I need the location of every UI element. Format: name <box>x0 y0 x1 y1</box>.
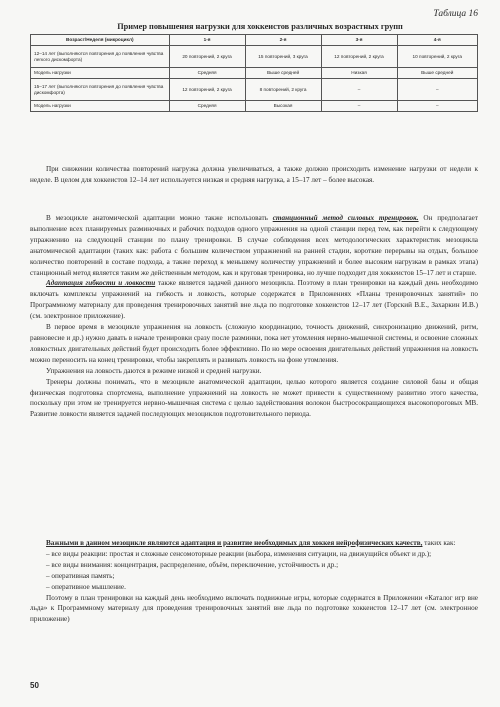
paragraph-load-change <box>30 164 478 186</box>
table-cell: 20 повторений, 2 круга <box>169 46 245 68</box>
list-item: – все виды реакции: простая и сложные сенсомоторные реакции (выбора, изменения ситуации, на движущийся объект и др.); <box>46 549 432 558</box>
table-cell: Средняя <box>169 101 245 112</box>
table-cell: – <box>321 101 397 112</box>
table-header-cell: Возраст/Неделя (микроцикл) <box>31 35 170 46</box>
paragraph-text: таких как: <box>422 539 456 547</box>
table-header-cell: 3-я <box>321 35 397 46</box>
paragraph-games: Поэтому в план тренировки на каждый день необходимо включать подвижные игры, которые содержатся в Приложении «Каталог игр вне льда» к Программному материалу для проведения тренировочных занятий вне льда по подготовке хоккеистов 12–17 лет (см. электронное приложение) <box>30 593 478 624</box>
table-cell: Средняя <box>169 68 245 79</box>
table-cell: – <box>397 79 477 101</box>
list-item: – оперативная память; <box>46 571 115 580</box>
table-cell: 15–17 лет (выполняются повторения до появления чувства дискомфорта) <box>31 79 170 101</box>
table-cell: Выше средней <box>397 68 477 79</box>
table-cell: Высокая <box>245 101 321 112</box>
paragraph-text: При снижении количества повторений нагрузка должна увеличиваться, а также должно происходить изменение нагрузки от недели к неделе. В целом для хоккеистов 12–14 лет используется низкая и средняя нагрузка, а 15–17 лет – более высокая. <box>30 165 478 184</box>
table-number: Таблица 16 <box>433 9 478 19</box>
paragraph-agility: В первое время в мезоцикле упражнения на ловкость (сложную координацию, точность движений, синхронизацию движений, ритм, равновесие и др.) нужно давать в начале тренировки сразу после разминки, пока нет утомления нервно-мышечной системы, и освоение сложных ловкостных двигательных действий будет происходить более эффективно. По но мере освоения двигательных действий упражнения на ловкость можно переносить на конец тренировки, чтобы закреплять и развивать ловкость на фоне утомления. <box>30 323 478 364</box>
table-row <box>31 101 478 112</box>
table-cell: Выше средней <box>245 68 321 79</box>
table-cell: 12–14 лет (выполняются повторения до появления чувства легкого дискомфорта) <box>31 46 170 68</box>
load-table <box>30 34 478 112</box>
paragraph-text: Он предполагает выполнение всех планируемых разминочных и рабочих подходов одного упражнения на одной станции перед тем, как перейти к следующему упражнению на следующей станции по плану тренировки. В случае соблюдения всех методологических характеристик мезоцикла анатомической адаптации (таких как: работа с большим количеством упражнений на ранней стадии, короткие перерывы на отдых, большое количество повторений в составе подхода, а также переход к меньшему количеству упражнений и более высоким нагрузкам в рамках этапа) станционный метод является таким же действенным методом, как и круговая тренировка, но лучше подходит для хоккеистов 15–17 лет и старше. <box>30 214 478 277</box>
body-text-block <box>30 213 478 420</box>
table-cell: – <box>321 79 397 101</box>
paragraph-neurophysical <box>30 538 478 549</box>
list-item: – все виды внимания: концентрация, распределение, объём, переключение, устойчивость и др.; <box>46 560 339 569</box>
table-cell: Модель нагрузки <box>31 68 170 79</box>
list-item: – оперативное мышление. <box>46 582 126 591</box>
table-header-cell: 4-я <box>397 35 477 46</box>
emphasis-text: Важными в данном мезоцикле являются адаптация и развитие необходимых для хоккея нейрофизических качеств, <box>46 539 423 547</box>
table-title: Пример повышения нагрузки для хоккеистов различных возрастных групп <box>117 22 403 31</box>
paragraph-agility-load: Упражнения на ловкость даются в режиме низкой и средней нагрузки. <box>46 366 262 375</box>
table-row <box>31 79 478 101</box>
table-cell: 12 повторений, 2 круга <box>321 46 397 68</box>
paragraph-coaches: Тренеры должны понимать, что в мезоцикле анатомической адаптации, целью которого является создание силовой базы и общая физическая подготовка спортсмена, выполнение упражнений на ловкость не может привести к существенному развитию этого качества, поскольку при этом не тренируется нервно-мышечная система с целью задействования волокон быстросокращающихся высокопороговых МВ. Развитие ловкости является задачей последующих мезоциклов подготовительного периода. <box>30 377 478 419</box>
paragraph-text: также является задачей данного мезоцикла. Поэтому в план тренировки на каждый день необходимо включать комплексы упражнений на гибкость и ловкость, которые содержатся в Приложениях «Планы тренировочных занятий» по Программному материалу для проведения тренировочных занятий вне льда по подготовке хоккеистов 12–17 лет (Горский В.Е., Захаркин И.В.) (см. электронное приложение). <box>30 279 478 321</box>
table-header-cell: 1-я <box>169 35 245 46</box>
table-header-row <box>31 35 478 46</box>
table-cell: 10 повторений, 2 круга <box>397 46 477 68</box>
table-row <box>31 46 478 68</box>
table-cell: 8 повторений, 2 круга <box>245 79 321 101</box>
table-header-cell: 2-я <box>245 35 321 46</box>
table-cell: 12 повторений, 2 круга <box>169 79 245 101</box>
table-row <box>31 68 478 79</box>
emphasis-text: Адаптация гибкости и ловкости <box>46 279 156 288</box>
table-cell: – <box>397 101 477 112</box>
page-number: 50 <box>30 681 39 690</box>
emphasis-text: станционный метод силовых тренировок. <box>272 214 419 222</box>
table-cell: 15 повторений, 3 круга <box>245 46 321 68</box>
paragraph-flexibility <box>30 278 478 322</box>
body-text-block <box>30 538 478 625</box>
table-cell: Модель нагрузки <box>31 101 170 112</box>
table-cell: Низкая <box>321 68 397 79</box>
paragraph-station-method <box>30 213 478 278</box>
paragraph-text: В мезоцикле анатомической адаптации можно также использовать <box>46 214 273 222</box>
